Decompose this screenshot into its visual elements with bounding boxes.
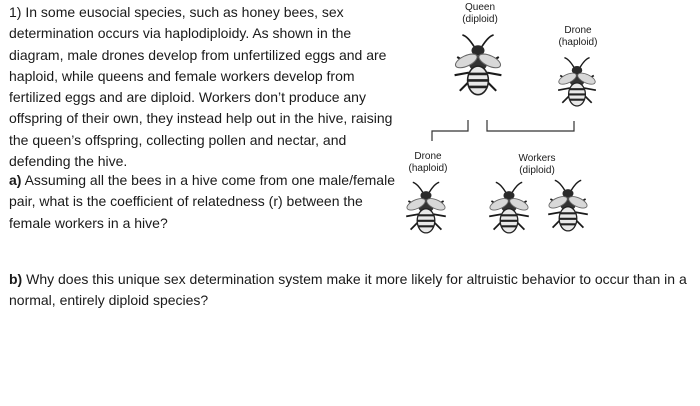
drone-parent-bee-icon [557, 58, 597, 106]
drone-offspring-bee-icon [405, 182, 446, 233]
drone-offspring-ploidy: (haploid) [408, 163, 448, 174]
workers-name: Workers [518, 153, 556, 164]
queen-bee-icon [453, 35, 502, 95]
question-body: In some eusocial species, such as honey bees, sex determination occurs via haplodiploidy. As shown in the diagram, male drones develop from unfertilized eggs and are haploid, while queens and female workers develop from fertilized eggs and are diploid. Workers don’t produce any offspring of their own, they instead help out in the hive, raising the queen’s offspring, collecting pollen and nectar, and defending the hive. [9, 4, 393, 170]
part-a-marker: a) [9, 172, 22, 188]
part-b-text: Why does this unique sex determination system make it more likely for altruistic behavior to occur than in a normal, entirely diploid species? [9, 271, 687, 309]
question-number: 1) [9, 4, 22, 20]
drone-parent-name: Drone [564, 25, 592, 36]
queen-name: Queen [464, 2, 496, 13]
worker-bee-icon-1 [488, 182, 529, 233]
part-b-marker: b) [9, 271, 23, 287]
part-a-text: Assuming all the bees in a hive come from one male/female pair, what is the coefficient of relatedness (r) between the female workers in a hive? [9, 172, 395, 231]
mating-connector [432, 120, 574, 141]
queen-ploidy: (diploid) [462, 14, 498, 25]
drone-offspring-name: Drone [414, 151, 442, 162]
workers-ploidy: (diploid) [519, 165, 555, 176]
worker-bee-icon-2 [547, 180, 588, 231]
drone-parent-ploidy: (haploid) [558, 37, 598, 48]
